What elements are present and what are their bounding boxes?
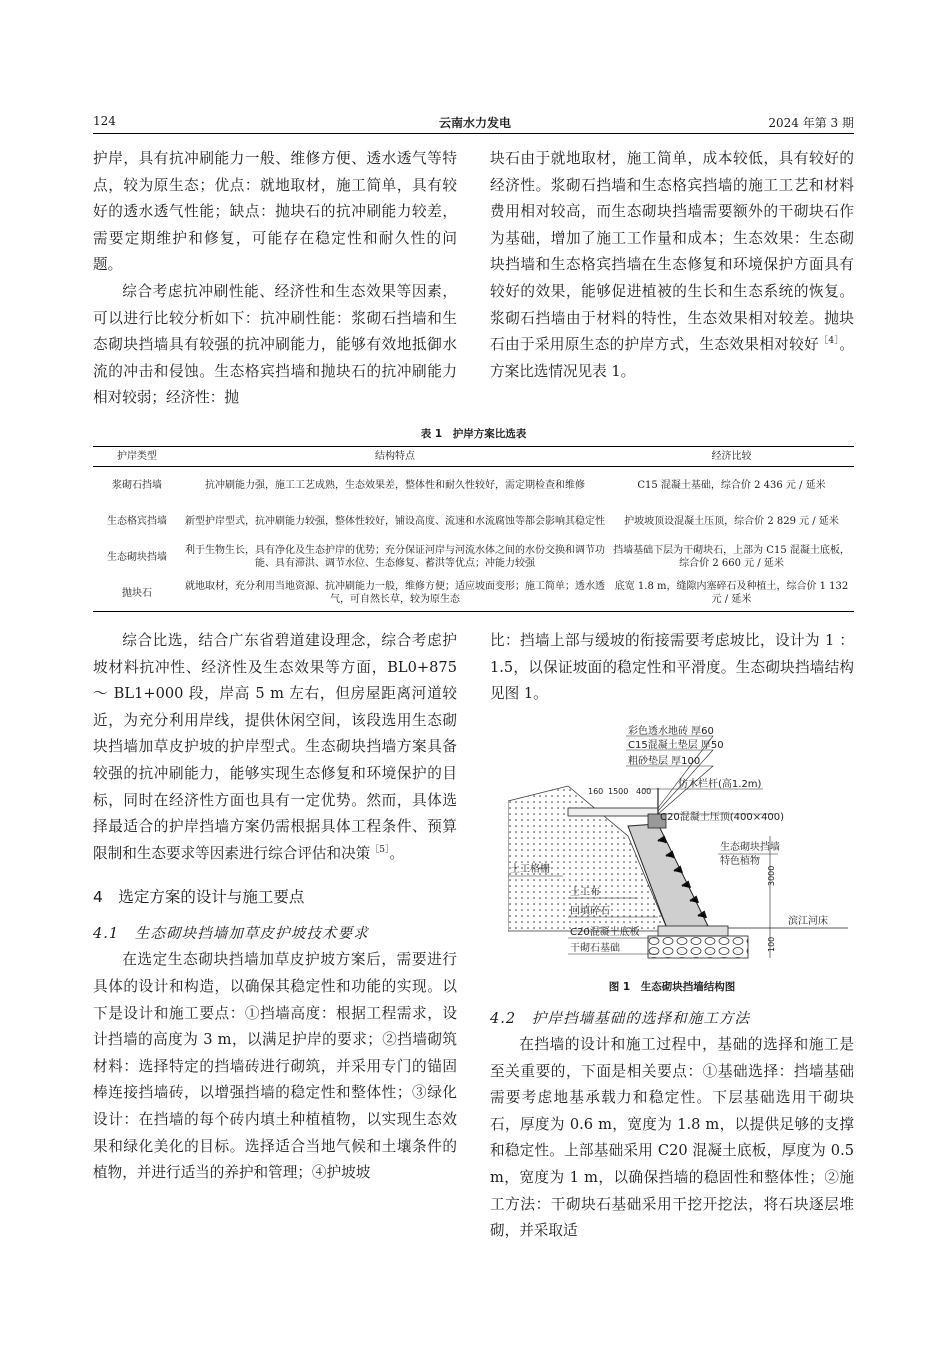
comparison-table <box>93 446 854 612</box>
table-row <box>93 539 854 575</box>
table-caption: 表 1 护岸方案比选表 <box>420 428 527 440</box>
right-bottom-column <box>490 628 854 708</box>
label-coping: C20混凝土压顶(400×400) <box>660 812 785 823</box>
header-rule <box>93 133 854 134</box>
label-railing: 仿木栏杆(高1.2m) <box>678 779 762 790</box>
right-bottom-lower-column <box>490 1006 854 1245</box>
label-gravel: 回填碎石 <box>570 906 610 917</box>
label-cushion: C15混凝土垫层 厚50 <box>628 740 724 751</box>
label-plants: 特色植物 <box>720 856 760 867</box>
table-cell: 抗冲刷能力强，施工工艺成熟，生态效果差，整体性和耐久性较好，需定期检查和维修 <box>205 479 585 491</box>
paragraph: 综合比选，结合广东省碧道建设理念，综合考虑护坡材料抗冲性、经济性及生态效果等方面，BL0+875 ～ BL1+000 段，岸高 5 m 左右，但房屋距离河道较近，为充分利用岸线，提供休闲空间，该段选用生态砌块挡墙加草皮护坡的护岸型式。生态砌块挡墙方案具备较强的抗冲刷能力，能够实现生态修复和环境保护的目标，同时在经济性方面也具有一定优势。然而，具体选择最适合的护岸挡墙方案仍需根据具体工程条件、预算限制和生态要求等因素进行综合评估和决策$^{[5]}$。 <box>93 632 457 862</box>
paragraph: 在选定生态砌块挡墙加草皮护坡方案后，需要进行具体的设计和构造，以确保其稳定性和功能的实现。以下是设计和施工要点：①挡墙高度：根据工程需求，设计挡墙的高度为 3 m，以满足护岸的要求；②挡墙砌筑材料：选择特定的挡墙砖进行砌筑，并采用专门的锚固棒连接挡墙砖，以增强挡墙的稳定性和整体性；③绿化设计：在挡墙的每个砖内填土种植植物，以实现生态效果和绿化美化的目标。选择适合当地气候和土壤条件的植物，并进行适当的养护和管理；④护坡坡 <box>93 951 457 1182</box>
figure-caption: 图 1 生态砌块挡墙结构图 <box>608 981 736 993</box>
subsection-heading: 4.2 护岸挡墙基础的选择和施工方法 <box>490 1010 751 1027</box>
paragraph: 护岸，具有抗冲刷能力一般、维修方便、透水透气等特点，较为原生态；优点：就地取材，施工简单，具有较好的透水透气性能；缺点：抛块石的抗冲刷能力较差，需要定期维护和修复，可能存在稳定性和耐久性的问题。 <box>93 150 457 274</box>
dim-400: 400 <box>636 787 652 796</box>
table-header-row <box>93 447 854 467</box>
label-geotextile: 土工布 <box>570 887 600 898</box>
label-base-slab: C20混凝土底板 <box>570 927 640 938</box>
table-row <box>93 467 854 504</box>
paragraph: 在挡墙的设计和施工过程中，基础的选择和施工是至关重要的，下面是相关要点：①基础选择：挡墙基础需要考虑地基承载力和稳定性。下层基础选用干砌块石，厚度为 0.6 m，宽度为 1.8 m，以提供足够的支撑和稳定性。上部基础采用 C20 混凝土底板，厚度为 0.5 m，宽度为 1 m，以确保挡墙的稳固性和整体性；②施工方法：干砌块石基础采用干挖开挖法，将石块逐层堆砌，并采取适 <box>490 1036 854 1240</box>
table-row <box>93 503 854 539</box>
dim-160: 160 <box>588 787 604 796</box>
section-heading: 4 选定方案的设计与施工要点 <box>93 888 305 907</box>
label-geogrid: 土工格栅 <box>510 864 550 875</box>
table-cell: 就地取材，充分利用当地资源、抗冲刷能力一般，维修方便；适应坡面变形；施工简单；透水透气，可自然长草，较为原生态 <box>181 575 609 612</box>
left-top-column <box>93 146 457 412</box>
table-cell: 新型护岸型式，抗冲刷能力较强，整体性较好，铺设高度、流速和水流腐蚀等都会影响其稳定性 <box>185 515 605 527</box>
table-cell: 生态格宾挡墙 <box>107 515 167 527</box>
table-cell: 浆砌石挡墙 <box>112 479 162 491</box>
table-cell: 底宽 1.8 m，缝隙内塞碎石及种植土，综合价 1 132 元 / 延米 <box>609 575 854 612</box>
issue-label: 2024 年第 3 期 <box>768 116 854 130</box>
retaining-wall-figure <box>508 716 848 978</box>
label-paving: 彩色透水地砖 厚60 <box>628 726 714 737</box>
table-row <box>93 575 854 612</box>
left-bottom-column <box>93 628 457 1187</box>
column-header: 护岸类型 <box>93 447 181 467</box>
right-top-column <box>490 146 854 385</box>
paragraph: 比：挡墙上部与缓坡的衔接需要考虑坡比，设计为 1 ：1.5，以保证坡面的稳定性和平滑度。生态砌块挡墙结构见图 1。 <box>490 632 854 703</box>
column-header: 经济比较 <box>609 447 854 467</box>
label-sand: 粗砂垫层 厚100 <box>628 756 701 767</box>
table-cell: 护坡坡顶设混凝土压顶，综合价 2 829 元 / 延米 <box>624 515 839 527</box>
table-cell: C15 混凝土基础，综合价 2 436 元 / 延米 <box>637 479 826 491</box>
rubble-foundation <box>648 936 748 958</box>
journal-title: 云南水力发电 <box>438 116 511 130</box>
column-header: 结构特点 <box>181 447 609 467</box>
dim-3000: 3000 <box>767 865 776 886</box>
label-block-wall: 生态砌块挡墙 <box>720 842 780 853</box>
page-number: 124 <box>93 114 116 128</box>
table-cell: 生态砌块挡墙 <box>107 551 167 563</box>
reference-mark: ［4］ <box>819 336 840 347</box>
label-river-bed: 滨江河床 <box>788 916 828 927</box>
paragraph: 综合考虑抗冲刷性能、经济性和生态效果等因素，可以进行比较分析如下：抗冲刷性能：浆砌石挡墙和生态砌块挡墙具有较强的抗冲刷能力，能够有效地抵御水流的冲击和侵蚀。生态格宾挡墙和抛块石的抗冲刷能力相对较弱；经济性：抛 <box>93 282 457 407</box>
dim-100: 100 <box>767 936 776 952</box>
table-cell: 挡墙基础下层为干砌块石，上部为 C15 混凝土底板，综合价 2 660 元 / 延米 <box>613 545 850 569</box>
table-cell: 利于生物生长，具有净化及生态护岸的优势；充分保证河岸与河流水体之间的水份交换和调节功能、具有滞洪、调节水位、生态修复、蓄洪等优点；冲能力较强 <box>185 545 605 569</box>
label-rubble: 干砌石基础 <box>570 943 620 954</box>
reference-mark: ［5］ <box>370 844 390 855</box>
base-slab <box>658 926 728 936</box>
table-cell: 抛块石 <box>93 575 181 612</box>
subsection-heading: 4.1 生态砌块挡墙加草皮护坡技术要求 <box>93 925 369 943</box>
dim-1500: 1500 <box>608 787 629 796</box>
paving-platform <box>568 808 658 816</box>
paragraph: 块石由于就地取材，施工简单，成本较低，具有较好的经济性。浆砌石挡墙和生态格宾挡墙的施工工艺和材料费用相对较高，而生态砌块挡墙需要额外的干砌块石作为基础，增加了施工工作量和成本；生态效果：生态砌块挡墙和生态格宾挡墙在生态修复和环境保护方面具有较好的效果，能够促进植被的生长和生态系统的恢复。浆砌石挡墙由于材料的特性，生态效果相对较差。抛块石由于采用原生态的护岸方式，生态效果相对较好$^{[4]}$。方案比选情况见表 1。 <box>490 150 854 380</box>
